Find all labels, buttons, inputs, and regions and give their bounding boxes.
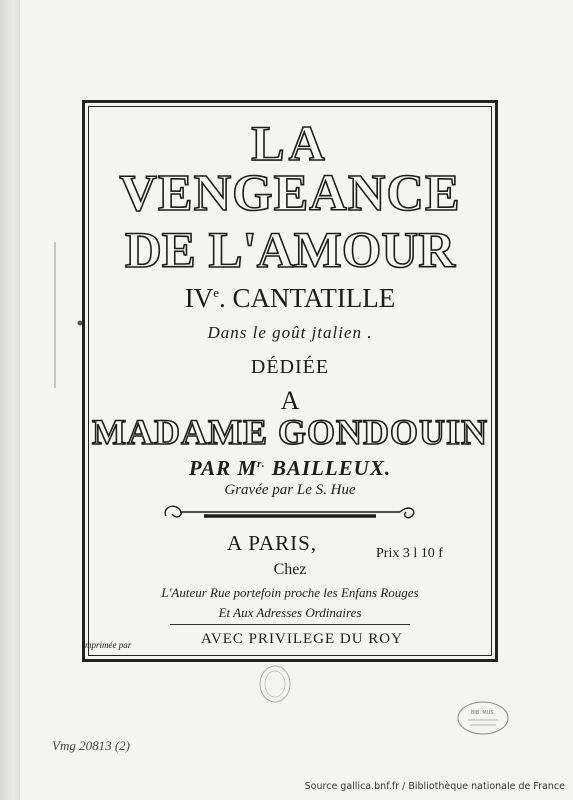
margin-pencil-mark <box>48 240 62 390</box>
title-line-1: LA <box>251 115 329 171</box>
royal-privilege: AVEC PRIVILEGE DU ROY <box>201 631 403 647</box>
library-stamp-oval <box>258 664 292 704</box>
dedication-to: A <box>280 386 300 415</box>
composer-par: PAR M <box>188 456 258 480</box>
cantatille-numeral-sup: e <box>213 285 219 300</box>
composer-name: BAILLEUX. <box>271 456 392 480</box>
publisher-address-1: L'Auteur Rue portefoin proche les Enfans Rouges <box>161 585 419 600</box>
cantatille-number <box>88 285 492 312</box>
publisher-city: A PARIS, <box>226 531 318 555</box>
dedicatee-name: MADAME GONDOUIN <box>92 412 488 452</box>
title-line-2: VENGEANCE <box>119 165 461 222</box>
bnf-stamp-text: BIB. MUS. <box>470 710 496 716</box>
source-credit: Source gallica.bnf.fr / Bibliothèque nationale de France <box>304 781 565 792</box>
composer-par-sup: r. <box>257 458 266 470</box>
composer-credit <box>88 458 492 479</box>
dedication-word: DÉDIÉE <box>250 356 330 378</box>
publisher-address-2: Et Aux Adresses Ordinaires <box>218 605 362 620</box>
title-line-3: DE L'AMOUR <box>124 223 456 279</box>
shelfmark: Vmg 20813 (2) <box>52 738 130 753</box>
bnf-stamp <box>456 700 510 736</box>
style-note: Dans le goût jtalien . <box>207 323 373 342</box>
address-underline <box>170 624 410 625</box>
printed-by-note: Imprimée par <box>82 640 132 650</box>
publisher-chez: Chez <box>273 561 307 578</box>
price: Prix 3 l 10 f <box>376 546 443 561</box>
cantatille-word: CANTATILLE <box>232 283 396 313</box>
engraver-credit: Gravée par Le S. Hue <box>224 482 356 498</box>
decorative-flourish <box>160 498 420 524</box>
cantatille-numeral: IV <box>184 283 214 313</box>
book-spine <box>0 0 20 800</box>
cantatille-dot: . <box>218 283 233 313</box>
